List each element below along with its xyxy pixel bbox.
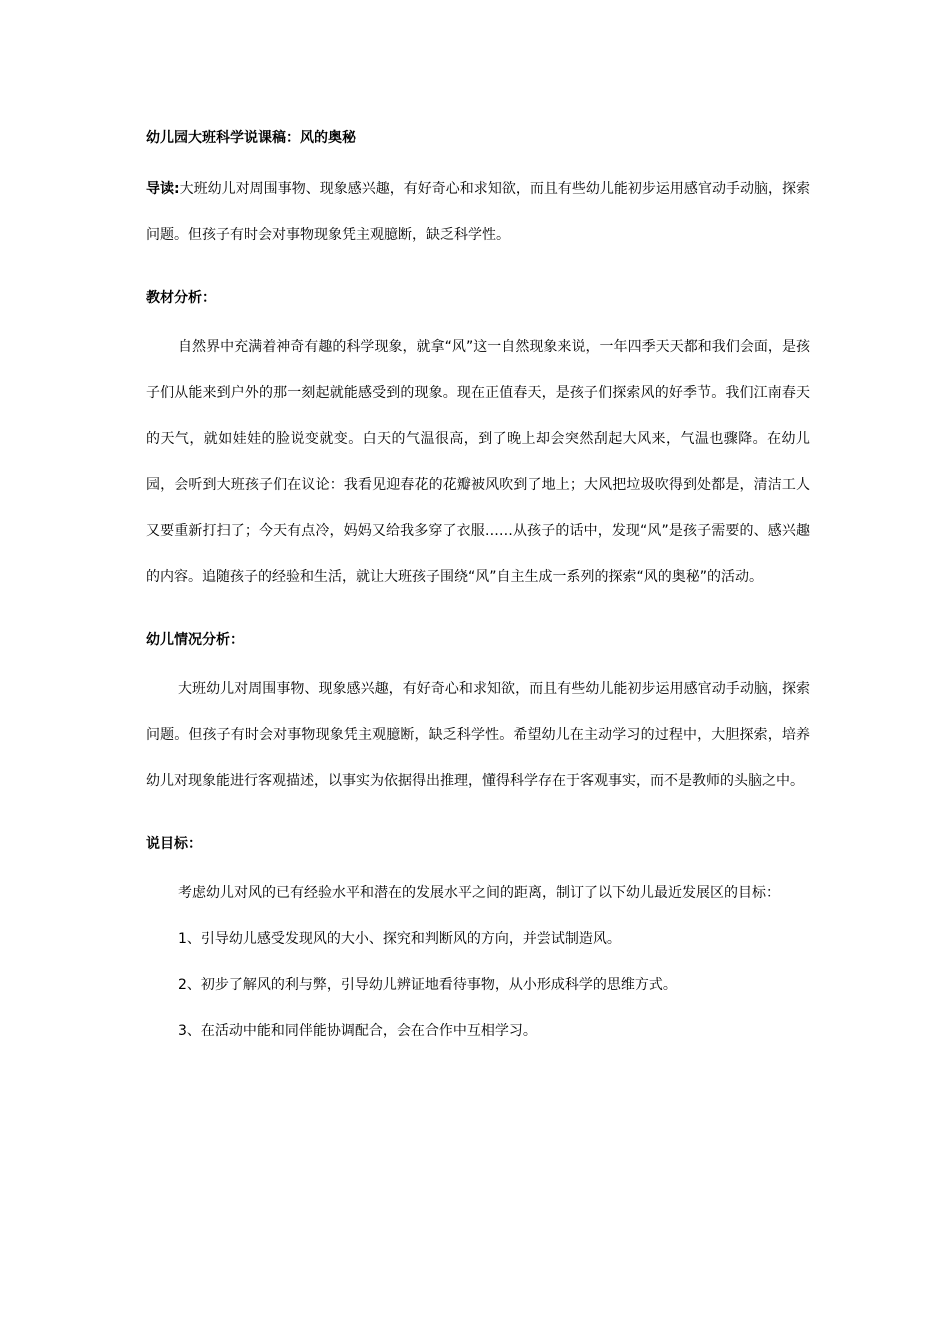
intro-text: 大班幼儿对周围事物、现象感兴趣，有好奇心和求知欲，而且有些幼儿能初步运用感官动手动脑，探索问题。但孩子有时会对事物现象凭主观臆断，缺乏科学性。 <box>146 181 810 243</box>
section-paragraph-children: 大班幼儿对周围事物、现象感兴趣，有好奇心和求知欲，而且有些幼儿能初步运用感官动手动脑，探索问题。但孩子有时会对事物现象凭主观臆断，缺乏科学性。希望幼儿在主动学习的过程中，大胆探索，培养幼儿对现象能进行客观描述，以事实为依据得出推理，懂得科学存在于客观事实，而不是教师的头脑之中。 <box>146 681 810 789</box>
goal-list-item: 3、在活动中能和同伴能协调配合，会在合作中互相学习。 <box>178 1023 537 1039</box>
intro-paragraph <box>146 166 810 258</box>
intro-lead: 导读: <box>146 181 180 197</box>
document-page <box>146 118 810 1054</box>
section-heading-children: 幼儿情况分析： <box>146 632 244 648</box>
section-heading-goals: 说目标： <box>146 836 202 852</box>
goal-list-item: 2、初步了解风的利与弊，引导幼儿辨证地看待事物，从小形成科学的思维方式。 <box>178 977 677 993</box>
goal-list-item: 1、引导幼儿感受发现风的大小、探究和判断风的方向，并尝试制造风。 <box>178 931 621 947</box>
section-paragraph-material: 自然界中充满着神奇有趣的科学现象，就拿“风”这一自然现象来说，一年四季天天都和我们会面，是孩子们从能来到户外的那一刻起就能感受到的现象。现在正值春天，是孩子们探索风的好季节。我们江南春天的天气，就如娃娃的脸说变就变。白天的气温很高，到了晚上却会突然刮起大风来，气温也骤降。在幼儿园，会听到大班孩子们在议论：我看见迎春花的花瓣被风吹到了地上；大风把垃圾吹得到处都是，清洁工人又要重新打扫了；今天有点冷，妈妈又给我多穿了衣服……从孩子的话中，发现“风”是孩子需要的、感兴趣的内容。追随孩子的经验和生活，就让大班孩子围绕“风”自主生成一系列的探索“风的奥秘”的活动。 <box>146 339 810 585</box>
document-title: 幼儿园大班科学说课稿：风的奥秘 <box>146 130 356 146</box>
section-paragraph-goals: 考虑幼儿对风的已有经验水平和潜在的发展水平之间的距离，制订了以下幼儿最近发展区的目标： <box>178 885 780 901</box>
section-heading-material: 教材分析： <box>146 290 216 306</box>
